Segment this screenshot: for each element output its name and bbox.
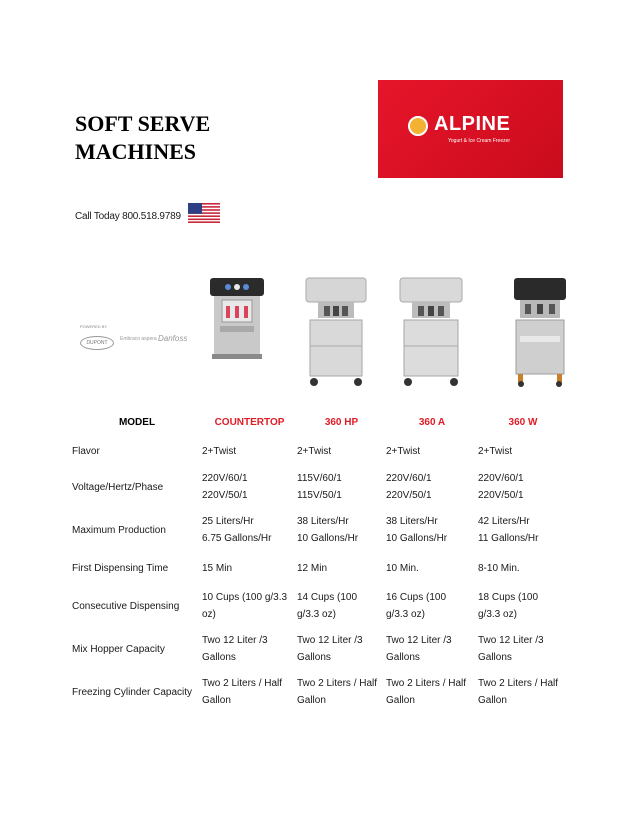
360-a-machine-image [396, 276, 466, 389]
cell-line: 220V/50/1 [386, 490, 432, 501]
row-label: Flavor [72, 445, 100, 457]
row-label: Voltage/Hertz/Phase [72, 481, 164, 493]
cell-line: 6.75 Gallons/Hr [202, 533, 272, 544]
cell-line: 2+Twist [386, 445, 421, 457]
cell-line: 220V/50/1 [202, 490, 248, 501]
call-today-text: Call Today 800.518.9789 [75, 211, 181, 222]
page-title [75, 110, 210, 166]
table-cell [386, 552, 478, 584]
cell-line: Gallons [386, 652, 420, 663]
cell-line: Gallon [386, 695, 415, 706]
cell-line: 10 Min. [386, 562, 419, 574]
row-label: Maximum Production [72, 524, 166, 536]
logo-brand: ALPINE [434, 113, 511, 135]
table-cell [202, 628, 297, 670]
cell-line: 10 Cups (100 g/3.3 [202, 592, 288, 603]
table-cell [297, 508, 386, 552]
table-row [72, 436, 568, 466]
cell-line: g/3.3 oz) [386, 609, 425, 620]
table-cell [202, 670, 297, 714]
cell-line: 10 Gallons/Hr [386, 533, 448, 544]
cell-line: Two 2 Liters / Half [297, 678, 378, 689]
danfoss-logo: Danfoss [158, 334, 188, 343]
table-cell [386, 508, 478, 552]
table-cell [386, 466, 478, 508]
table-cell [478, 584, 568, 628]
row-label: Consecutive Dispensing [72, 600, 180, 612]
logo-tagline: Yogurt & Ice Cream Freezer [448, 138, 511, 144]
table-cell [386, 436, 478, 466]
cell-line: 220V/50/1 [478, 490, 524, 501]
cell-line: 14 Cups (100 [297, 592, 358, 603]
cell-line: 12 Min [297, 562, 328, 574]
row-label: Mix Hopper Capacity [72, 643, 165, 655]
row-label: First Dispensing Time [72, 562, 169, 574]
table-cell [386, 584, 478, 628]
table-cell [478, 552, 568, 584]
cell-line: 42 Liters/Hr [478, 516, 530, 527]
cell-line: 2+Twist [478, 445, 513, 457]
cell-line: g/3.3 oz) [478, 609, 517, 620]
cell-line: oz) [202, 609, 216, 620]
cell-line: 15 Min [202, 562, 233, 574]
table-cell [478, 670, 568, 714]
dupont-logo: DUPONT [80, 336, 114, 350]
cell-line: Gallons [478, 652, 512, 663]
table-cell [386, 628, 478, 670]
spec-table [72, 408, 568, 714]
powered-by-label: POWERED BY [80, 324, 108, 329]
table-cell [478, 436, 568, 466]
table-header-row [72, 408, 568, 436]
cell-line: 25 Liters/Hr [202, 516, 254, 527]
cell-line: 18 Cups (100 [478, 592, 539, 603]
cell-line: Gallon [202, 695, 231, 706]
cell-line: Two 2 Liters / Half [386, 678, 467, 689]
title-line-2: MACHINES [75, 139, 197, 164]
cell-line: 2+Twist [297, 445, 332, 457]
table-cell [297, 552, 386, 584]
table-cell [297, 670, 386, 714]
cell-line: 220V/60/1 [386, 473, 432, 484]
table-row [72, 670, 568, 714]
cell-line: 11 Gallons/Hr [478, 533, 539, 544]
cell-line: Two 12 Liter /3 [297, 635, 363, 646]
cell-line: 10 Gallons/Hr [297, 533, 359, 544]
table-cell [202, 466, 297, 508]
table-cell [202, 552, 297, 584]
cell-line: Two 2 Liters / Half [478, 678, 559, 689]
cell-line: 220V/60/1 [202, 473, 248, 484]
table-cell [478, 466, 568, 508]
powered-by-logos [80, 324, 192, 358]
cell-line: 2+Twist [202, 445, 237, 457]
cell-line: g/3.3 oz) [297, 609, 336, 620]
countertop-machine-image [204, 276, 270, 360]
cell-line: Two 2 Liters / Half [202, 678, 283, 689]
table-cell [478, 508, 568, 552]
table-cell [297, 628, 386, 670]
cell-line: 16 Cups (100 [386, 592, 447, 603]
cell-line: Gallons [297, 652, 331, 663]
column-header-360-hp: 360 HP [324, 416, 359, 428]
cell-line: Gallons [202, 652, 236, 663]
cell-line: Two 12 Liter /3 [202, 635, 268, 646]
column-header-model: MODEL [118, 416, 156, 428]
table-cell [297, 584, 386, 628]
table-cell [202, 436, 297, 466]
table-cell [202, 584, 297, 628]
cell-line: Two 12 Liter /3 [478, 635, 544, 646]
cell-line: Two 12 Liter /3 [386, 635, 452, 646]
table-row [72, 508, 568, 552]
cell-line: 38 Liters/Hr [297, 516, 349, 527]
cell-line: Gallon [478, 695, 507, 706]
table-row [72, 466, 568, 508]
table-row [72, 584, 568, 628]
alpine-logo [378, 80, 563, 178]
column-header-360-w: 360 W [508, 416, 538, 428]
cell-line: 8-10 Min. [478, 562, 520, 574]
table-cell [386, 670, 478, 714]
cell-line: 38 Liters/Hr [386, 516, 438, 527]
alpine-logo-icon [408, 116, 428, 136]
embraco-logo: Embraco aspera [120, 336, 157, 342]
cell-line: 220V/60/1 [478, 473, 524, 484]
column-header-countertop: COUNTERTOP [214, 416, 285, 428]
table-row [72, 552, 568, 584]
360-w-machine-image [510, 276, 570, 389]
cell-line: 115V/50/1 [297, 490, 342, 501]
table-cell [297, 436, 386, 466]
row-label: Freezing Cylinder Capacity [72, 686, 193, 698]
cell-line: Gallon [297, 695, 326, 706]
cell-line: 115V/60/1 [297, 473, 342, 484]
title-line-1: SOFT SERVE [75, 111, 211, 136]
column-header-360-a: 360 A [418, 416, 446, 428]
table-cell [297, 466, 386, 508]
us-flag-icon [188, 203, 220, 223]
table-cell [202, 508, 297, 552]
table-cell [478, 628, 568, 670]
table-row [72, 628, 568, 670]
360-hp-machine-image [302, 276, 370, 389]
